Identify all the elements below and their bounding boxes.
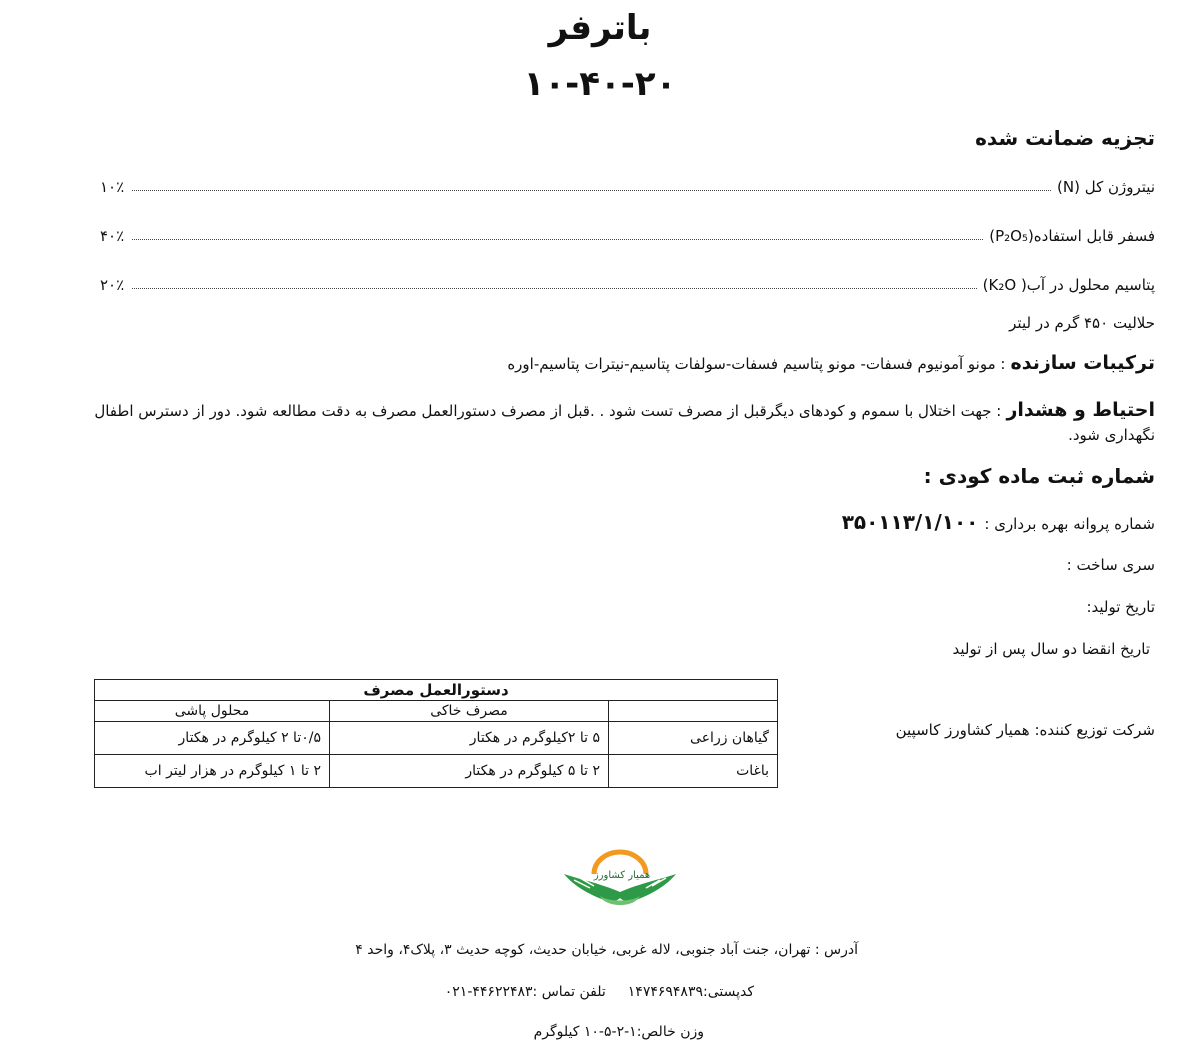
handshake-wings-logo-icon: [560, 844, 680, 914]
header-cell: مصرف خاکی: [330, 701, 609, 722]
expiry-text: تاریخ انقضا دو سال پس از تولید: [952, 640, 1150, 658]
solubility: حلالیت ۴۵۰ گرم در لیتر: [1009, 314, 1155, 332]
postal-code: کدپستی:۱۴۷۴۶۹۴۸۳۹: [627, 984, 754, 1000]
dotted-leader: [132, 190, 1051, 191]
license-number: ۳۵۰۱۱۳/۱/۱۰۰: [841, 510, 979, 534]
analysis-label: نیتروژن کل (N): [1057, 178, 1155, 196]
dotted-leader: [132, 288, 976, 289]
usage-table-header: [95, 701, 778, 722]
analysis-heading: تجزیه ضمانت شده: [975, 126, 1155, 150]
product-formula: ۱۰-۴۰-۲۰: [523, 64, 677, 104]
dotted-leader: [132, 239, 983, 240]
usage-table: [94, 679, 778, 788]
production-date-label: تاریخ تولید:: [1086, 598, 1155, 616]
usage-table-caption: دستورالعمل مصرف: [95, 680, 778, 701]
registration-heading: شماره ثبت ماده کودی :: [923, 464, 1155, 488]
table-cell: ۰/۵تا ۲ کیلوگرم در هکتار: [95, 722, 330, 755]
ingredients-label: ترکیبات سازنده: [1010, 352, 1155, 374]
table-cell: باغات: [609, 755, 778, 788]
analysis-value: ۴۰٪: [100, 227, 125, 245]
license-line: [842, 510, 1155, 534]
header-cell: محلول پاشی: [95, 701, 330, 722]
table-cell: ۲ تا ۱ کیلوگرم در هزار لیتر اب: [95, 755, 330, 788]
analysis-label: پتاسیم محلول در آب( K₂O): [982, 276, 1155, 294]
contact-line: [445, 984, 754, 1000]
analysis-value: ۱۰٪: [100, 178, 125, 196]
address: آدرس : تهران، جنت آباد جنوبی، لاله غربی، خیابان حدیث، کوچه حدیث ۳، پلاک۴، واحد ۴: [355, 942, 858, 958]
analysis-label: فسفر قابل استفاده(P₂O₅): [989, 227, 1155, 245]
ingredients-text: : مونو آمونیوم فسفات- مونو پتاسیم فسفات-سولفات پتاسیم-نیترات پتاسیم-اوره: [507, 355, 1006, 373]
table-row: [95, 722, 778, 755]
warning-label: احتیاط و هشدار: [1006, 399, 1155, 421]
phone: تلفن تماس :۴۴۶۲۲۴۸۳-۰۲۱: [444, 984, 606, 1000]
license-label: شماره پروانه بهره برداری :: [984, 515, 1155, 533]
analysis-row-phosphorus: [100, 221, 1155, 245]
table-cell: گیاهان زراعی: [609, 722, 778, 755]
analysis-value: ۲۰٪: [100, 276, 125, 294]
batch-label: سری ساخت :: [1066, 556, 1155, 574]
table-cell: ۲ تا ۵ کیلوگرم در هکتار: [330, 755, 609, 788]
table-row: [95, 755, 778, 788]
table-cell: ۵ تا ۲کیلوگرم در هکتار: [330, 722, 609, 755]
analysis-row-potassium: [100, 270, 1155, 294]
header-cell: [609, 701, 778, 722]
logo-text: همیار کشاورز: [593, 870, 651, 881]
warning-block: [65, 398, 1155, 447]
distributor: شرکت توزیع کننده: همیار کشاورز کاسپین: [895, 721, 1155, 739]
net-weight: وزن خالص:۱-۲-۵-۱۰ کیلوگرم: [533, 1024, 704, 1040]
analysis-row-nitrogen: [100, 172, 1155, 196]
warning-text: : جهت اختلال با سموم و کودهای دیگرقبل از مصرف تست شود . .قبل از مصرف دستورالعمل مصرف به دقت مطالعه شود. دور از دسترس اطفال نگهداری شود.: [94, 402, 1155, 444]
product-name: باترفر: [548, 8, 652, 48]
ingredients-line: [95, 352, 1155, 374]
